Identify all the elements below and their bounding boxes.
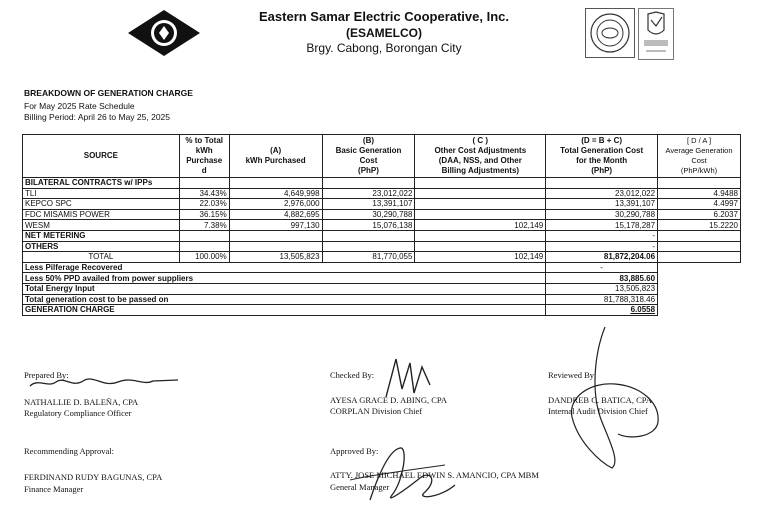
table-row bbox=[23, 209, 741, 220]
billing-period: Billing Period: April 26 to May 25, 2025 bbox=[24, 112, 171, 122]
row-basic: 30,290,788 bbox=[322, 209, 415, 220]
document-heading: BREAKDOWN OF GENERATION CHARGE bbox=[24, 88, 193, 98]
row-other bbox=[415, 199, 546, 210]
summary-label: Total generation cost to be passed on bbox=[23, 294, 546, 305]
header-other bbox=[415, 135, 546, 178]
table-row bbox=[23, 188, 741, 199]
cell bbox=[179, 178, 229, 189]
row-kwh: 2,976,000 bbox=[229, 199, 322, 210]
cell bbox=[658, 262, 741, 273]
row-other bbox=[415, 188, 546, 199]
summary-row bbox=[23, 273, 741, 284]
row-avg: 4.4997 bbox=[658, 199, 741, 210]
header-basic bbox=[322, 135, 415, 178]
net-metering-row bbox=[23, 230, 741, 241]
row-total: 15,178,287 bbox=[546, 220, 658, 231]
recommending-name: FERDINAND RUDY BAGUNAS, CPA bbox=[24, 472, 163, 482]
total-pct: 100.00% bbox=[179, 252, 229, 263]
cell bbox=[658, 305, 741, 316]
reviewed-title: Internal Audit Division Chief bbox=[548, 406, 648, 416]
section-bilateral: BILATERAL CONTRACTS w/ IPPs bbox=[23, 178, 180, 189]
total-other: 102,149 bbox=[415, 252, 546, 263]
prepared-signature bbox=[28, 376, 183, 392]
header-pct-line: d bbox=[201, 166, 207, 175]
row-pct: 22.03% bbox=[179, 199, 229, 210]
company-abbreviation: (ESAMELCO) bbox=[346, 26, 422, 40]
generation-charge-value: 6.0558 bbox=[546, 305, 658, 316]
summary-value: 81,788,318.46 bbox=[546, 294, 658, 305]
summary-label: Total Energy Input bbox=[23, 283, 546, 294]
total-label: TOTAL bbox=[23, 252, 180, 263]
header-basic-line: (B) bbox=[362, 136, 375, 145]
header-pct-line: kWh bbox=[195, 146, 213, 155]
reviewed-label: Reviewed By: bbox=[548, 370, 597, 380]
generation-charge-table bbox=[22, 134, 741, 316]
summary-label: GENERATION CHARGE bbox=[23, 305, 546, 316]
checked-title: CORPLAN Division Chief bbox=[330, 406, 423, 416]
header-source: SOURCE bbox=[23, 135, 180, 178]
rate-schedule: For May 2025 Rate Schedule bbox=[24, 101, 135, 111]
row-basic: 15,076,138 bbox=[322, 220, 415, 231]
header-basic-line: Cost bbox=[359, 156, 378, 165]
row-source: FDC MISAMIS POWER bbox=[23, 209, 180, 220]
cell bbox=[658, 178, 741, 189]
reviewed-name: DANDREB C. BATICA, CPA bbox=[548, 395, 652, 405]
header-total bbox=[546, 135, 658, 178]
cell bbox=[415, 178, 546, 189]
row-basic: 23,012,022 bbox=[322, 188, 415, 199]
prepared-label: Prepared By: bbox=[24, 370, 69, 380]
header-total-line: Total Generation Cost bbox=[560, 146, 644, 155]
net-metering-total: - bbox=[546, 230, 658, 241]
row-total: 30,290,788 bbox=[546, 209, 658, 220]
summary-value: - bbox=[546, 262, 658, 273]
table-row bbox=[23, 199, 741, 210]
header-total-line: (PhP) bbox=[591, 166, 613, 175]
row-other bbox=[415, 209, 546, 220]
cell bbox=[322, 241, 415, 252]
header-avg-line: (PhP/kWh) bbox=[680, 166, 718, 175]
summary-value: 13,505,823 bbox=[546, 283, 658, 294]
company-name: Eastern Samar Electric Cooperative, Inc. bbox=[259, 9, 509, 24]
prepared-title: Regulatory Compliance Officer bbox=[24, 408, 132, 418]
total-kwh: 13,505,823 bbox=[229, 252, 322, 263]
approved-label: Approved By: bbox=[330, 446, 379, 456]
cell bbox=[658, 241, 741, 252]
table-header-row bbox=[23, 135, 741, 178]
total-basic: 81,770,055 bbox=[322, 252, 415, 263]
prepared-name: NATHALLIE D. BALEÑA, CPA bbox=[24, 397, 139, 407]
header-other-line: (DAA, NSS, and Other bbox=[438, 156, 522, 165]
summary-row bbox=[23, 305, 741, 316]
row-pct: 34.43% bbox=[179, 188, 229, 199]
header-pct-line: Purchase bbox=[186, 156, 223, 165]
cell bbox=[658, 252, 741, 263]
row-total: 23,012,022 bbox=[546, 188, 658, 199]
table-row bbox=[23, 220, 741, 231]
checked-name: AYESA GRACE D. ABING, CPA bbox=[330, 395, 447, 405]
summary-label: Less Pilferage Recovered bbox=[23, 262, 546, 273]
row-kwh: 997,130 bbox=[229, 220, 322, 231]
row-kwh: 4,882,695 bbox=[229, 209, 322, 220]
row-avg: 15.2220 bbox=[658, 220, 741, 231]
approved-title: General Manager bbox=[330, 482, 390, 492]
cell bbox=[322, 230, 415, 241]
cell bbox=[415, 241, 546, 252]
cell bbox=[658, 283, 741, 294]
cell bbox=[658, 294, 741, 305]
row-pct: 7.38% bbox=[179, 220, 229, 231]
row-source: KEPCO SPC bbox=[23, 199, 180, 210]
header-kwh-line: kWh Purchased bbox=[245, 156, 306, 165]
total-generation-cost: 81,872,204.06 bbox=[546, 252, 658, 263]
others-label: OTHERS bbox=[23, 241, 180, 252]
checked-label: Checked By: bbox=[330, 370, 375, 380]
row-source: TLI bbox=[23, 188, 180, 199]
others-row bbox=[23, 241, 741, 252]
header-other-line: Other Cost Adjustments bbox=[434, 146, 527, 155]
row-kwh: 4,649,998 bbox=[229, 188, 322, 199]
net-metering-label: NET METERING bbox=[23, 230, 180, 241]
header-avg bbox=[658, 135, 741, 178]
cell bbox=[546, 178, 658, 189]
cell bbox=[179, 241, 229, 252]
row-source: WESM bbox=[23, 220, 180, 231]
header-avg-line: Cost bbox=[691, 156, 707, 165]
header-other-line: Billing Adjustments) bbox=[441, 166, 520, 175]
header-total-line: (D = B + C) bbox=[581, 136, 623, 145]
cell bbox=[229, 241, 322, 252]
row-other: 102,149 bbox=[415, 220, 546, 231]
cell bbox=[179, 230, 229, 241]
row-basic: 13,391,107 bbox=[322, 199, 415, 210]
header-pct bbox=[179, 135, 229, 178]
approved-name: ATTY. JOSE MICHAEL EDWIN S. AMANCIO, CPA MBM bbox=[330, 470, 539, 480]
header-basic-line: Basic Generation bbox=[335, 146, 402, 155]
row-pct: 36.15% bbox=[179, 209, 229, 220]
header-avg-line: [ D / A ] bbox=[686, 136, 712, 145]
header-total-line: for the Month bbox=[576, 156, 628, 165]
summary-row bbox=[23, 262, 741, 273]
summary-label: Less 50% PPD availed from power suppliers bbox=[23, 273, 546, 284]
cell bbox=[229, 230, 322, 241]
cell bbox=[658, 230, 741, 241]
header-basic-line: (PhP) bbox=[358, 166, 379, 175]
recommending-label: Recommending Approval: bbox=[24, 446, 114, 456]
cell bbox=[415, 230, 546, 241]
cell bbox=[322, 178, 415, 189]
header-pct-line: % to Total bbox=[185, 136, 224, 145]
row-avg: 4.9488 bbox=[658, 188, 741, 199]
cell bbox=[229, 178, 322, 189]
header-avg-line: Average Generation bbox=[665, 146, 733, 155]
section-row bbox=[23, 178, 741, 189]
row-avg: 6.2037 bbox=[658, 209, 741, 220]
recommending-title: Finance Manager bbox=[24, 484, 84, 494]
summary-value: 83,885.60 bbox=[546, 273, 658, 284]
cell bbox=[658, 273, 741, 284]
others-total: - bbox=[546, 241, 658, 252]
total-row bbox=[23, 252, 741, 263]
row-total: 13,391,107 bbox=[546, 199, 658, 210]
summary-row bbox=[23, 294, 741, 305]
header-kwh bbox=[229, 135, 322, 178]
summary-row bbox=[23, 283, 741, 294]
company-address: Brgy. Cabong, Borongan City bbox=[306, 41, 462, 55]
header-other-line: ( C ) bbox=[472, 136, 489, 145]
header-kwh-line: (A) bbox=[270, 146, 282, 155]
